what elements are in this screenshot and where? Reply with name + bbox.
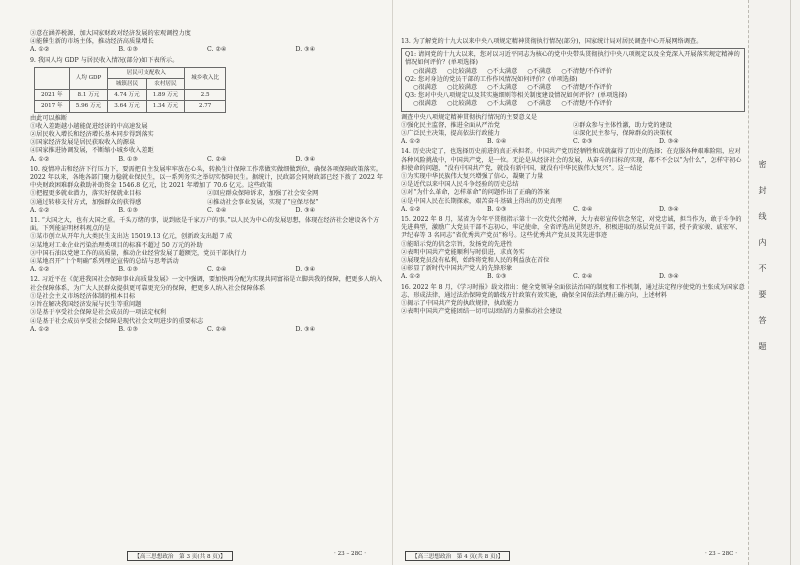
choice-d: D. ③④ [295,266,316,274]
footer-page-label: 【高三思想政治 第 4 页(共 8 页)】 [405,551,510,561]
survey-choice: ○很满意 [413,84,437,92]
choice-a: A. ①② [30,206,50,214]
table-row [35,101,226,112]
option: ④某地召开“十个明确”系列理论宣传的总结与思考活动 [30,258,179,266]
option: ④是中国人民在长期探索，艰苦奋斗基础上得出的历史真理 [401,197,562,205]
question-8-tail [30,30,384,55]
survey-choices [405,68,741,76]
option: ④能催生新的市场主体，推动经济高质量增长 [30,38,154,46]
survey-choice: ○不满意 [527,84,552,92]
question-9 [30,57,384,164]
page-4-footer [393,551,749,561]
choice-a: A. ①② [30,266,50,274]
survey-choice: ○不清楚/不作评价 [561,100,613,108]
survey-choice: ○很满意 [413,67,437,75]
table-header-urban: 城镇居民 [108,79,146,90]
option: ④深化民主参与，保障群众的决策权 [573,130,672,138]
option: ②群众参与主体性激，助力党的建设 [573,121,672,129]
cell-ratio: 2.77 [185,101,226,112]
footer-page-label: 【高三思想政治 第 3 页(共 8 页)】 [127,551,232,561]
option: ①把握更多就业潜力，落实好保就业目标 [30,190,142,198]
survey-choice: ○比较满意 [446,100,478,108]
option: ④国家推进协调发展，不断缩小城乡收入差距 [30,147,154,155]
question-stem: 13. 为了解党的十九大以来中央八项规定精神贯彻执行情况(部分)，国家统计局对居民调查中心开展网络调查。 [401,38,703,45]
cell-year: 2017 年 [35,101,70,112]
choice-d: D. ③④ [295,206,316,214]
option: ②居民收入增长和经济增长基本同步得到落实 [30,131,154,139]
question-stem: 11. “大国之大，也有大国之重。千头万绪的事，说到底是千家万户的事。”以人民为中心的发展思想，体现在经济社会建设各个方面。下列能证明材料观点的是 [30,217,380,233]
option: ④推动社会事业发展，实现了“应保尽保” [207,198,319,206]
choice-b: B. ①③ [118,46,139,54]
option: ③是基于享受社会保障是社会成员的一项法定权利 [30,309,167,317]
question-13 [401,38,745,146]
option: ①为实现中华民族伟大复兴增强了信心，凝聚了力量 [401,173,544,181]
survey-question: Q1: 请问党的十九大以来，您对以习近平同志为核心的党中央带头贯彻执行中央八项规定以及全党深入开展落实规定精神的情况如何评价？(单项选择) [405,51,740,67]
option: ①能昭示党的信念宗旨，发扬党的先进性 [401,240,513,248]
survey-choice: ○不满意 [527,100,552,108]
seal-line-notice: 密封线内不要答题 [758,160,767,368]
page-3-footer [0,551,392,561]
survey-choice: ○不太满意 [487,100,518,108]
page-3-column [30,30,384,336]
cell-gdp: 5.96 万元 [69,101,108,112]
survey-choice: ○不清楚/不作评价 [561,67,613,75]
choice-c: C. ②③ [573,138,593,146]
survey-choices [405,100,741,108]
option-pair [30,190,384,198]
answer-choices [401,273,745,281]
cell-rural: 1.34 万元 [146,101,184,112]
divider [790,0,791,565]
option: ③意在涵养税源，加大国家财政对经济发展的宏观调控力度 [30,30,191,37]
survey-choices [405,84,741,92]
option: ③广泛民主决策，提高依法行政能力 [401,130,500,138]
survey-choice: ○不太满意 [487,84,518,92]
choice-a: A. ①② [30,325,50,333]
binding-margin [748,0,800,565]
choice-d: D. ③④ [295,46,316,54]
survey-choice: ○不太满意 [487,67,518,75]
choice-a: A. ①② [401,205,421,213]
survey-choice: ○不满意 [527,67,552,75]
choice-b: B. ①③ [487,205,507,213]
question-12 [30,276,384,333]
option-pair [30,199,384,207]
question-stem: 16. 2022 年 8 月，《学习时报》载文指出：健全党领导全面依法治国的制度和工作机制，通过法定程序使党的主张成为国家意志、形成法律，通过法治保障党的路线方针政策有效实施，确保全国依法治理正确方向，上述材料 [401,283,745,299]
question-10 [30,166,384,215]
gdp-income-table [34,67,226,113]
survey-choice: ○比较满意 [446,67,478,75]
choice-d: D. ③④ [659,205,679,213]
question-stem: 14. 历史决定了，也选择历史前进的真正承担者。中国共产党历经牺牲和成就赢得了历史的选择；在克服各种艰难险阻，应对各种风险挑战中，中国共产党，是一位。无论是从经济社会的发展，从奋斗的目标的实现，都不不会以“为什么”，怎样守初心担使命的问题，“没有中国共产党，就没有新中国，就没有中华民族伟大复兴”。这一结论 [401,148,742,172]
question-15 [401,216,745,282]
question-stem: 10. 疫情冲击和经济下行压力下，要需把自主发展牢牢放在心头，转换生计保障工作常做实做细做到位，确保各项保障政策落实。2022 年以来，各地各部门聚力稳就业保民生，以一系列务实之举切实保障民生。据统计，民政部会同财政部已经下拨了 2022 年中央财政困难群众救助补助资金 1546.8 亿元，比 2021 年增加了 70.6 亿元。这些政策 [30,165,383,190]
option: ③通过转移支付方式，加强群众的获得感 [30,198,142,206]
option: ④彰显了新时代中国共产党人的先锋形象 [401,265,513,273]
footer-code: · 23 – 28C · [334,551,366,557]
option: ③对“为什么革命，怎样革命”的问题作出了正确的答案 [401,189,550,197]
option: ②某地对工业企业污染治理类项目的标准不超过 50 万元的补助 [30,241,203,249]
choice-c: C. ②④ [573,273,593,281]
cell-rural: 1.89 万元 [146,90,184,101]
answer-choices [30,266,384,274]
option: ①强化民主监督，推进全面从严治党 [401,121,500,129]
choice-a: A. ①② [401,138,421,146]
option: ④是基于社会成员享受社会保障是现代社会文明进步的重要标志 [30,317,204,325]
page-4 [392,0,749,565]
survey-choice: ○比较满意 [446,84,478,92]
option: ①收入差距越小越能促进经济的中高速发展 [30,122,148,130]
footer-code: · 23 – 28C · [705,551,737,557]
choice-a: A. ①② [30,46,50,54]
choice-c: C. ②④ [207,155,227,163]
table-header-rural: 农村居民 [146,79,184,90]
choice-c: C. ②④ [207,46,227,54]
option: ①某市创立从开年九大类民生支出达 15019.13 亿元，创新政支出超 7 成 [30,233,233,241]
choice-a: A. ①② [401,273,421,281]
choice-b: B. ①④ [487,138,507,146]
option-pair [401,130,745,138]
question-lead: 由此可以推断 [30,114,68,122]
table-header-income: 居民可支配收入 [108,67,185,78]
survey-choice: ○不清楚/不作评价 [561,84,613,92]
table-header-gdp: 人均 GDP [69,67,108,89]
answer-choices [30,207,384,215]
answer-choices [30,46,384,54]
choice-a: A. ①② [30,155,50,163]
question-lead: 调查中央八项规定精神贯彻执行情况的主要意义是 [401,113,538,121]
answer-choices [401,138,745,146]
cell-gdp: 8.1 万元 [69,90,108,101]
cell-urban: 3.64 万元 [108,101,146,112]
option: ②表明中国共产党能团结一切可以团结的力量推动社会建设 [401,308,562,316]
question-11 [30,217,384,274]
survey-question: Q2: 您对身边的党员干部的工作作风情况如何评价？(单项选择) [405,75,578,83]
choice-d: D. ③④ [295,155,316,163]
table-row [35,90,226,101]
answer-choices [30,326,384,334]
survey-box [401,48,745,111]
cell-year: 2021 年 [35,90,70,101]
option: ②旨在解决我国经济发展与民生等重问题 [30,301,142,309]
option: ②是近代以来中国人民斗争经验的历史总结 [401,181,519,189]
choice-b: B. ①③ [487,273,507,281]
option: ①揭示了中国共产党的执政规律，执政能力 [401,300,519,308]
option: ③中国石油以党建工作的高质量，推动企业经营发展了超额完，党员干部执行力 [30,249,247,257]
choice-b: B. ①③ [118,155,139,163]
page-3 [0,0,392,565]
answer-choices [30,156,384,164]
option: ②回应群众保障诉求，加强了社会安全网 [207,190,319,198]
question-16 [401,284,745,317]
survey-question: Q3: 您对中央八项规定以及其实施细则等相关制度建设情况如何评价？(单项选择) [405,92,628,100]
choice-d: D. ③④ [659,138,679,146]
question-stem: 15. 2022 年 8 月，某省为今年平贯彻指示第十一次党代会精神，大力表彰宣传信念坚定，对党忠诚，担当作为，敢于斗争的先进典型，激励广大党员干部不忘初心，牢记使命，全省评选出见贤思齐，积极进取的基层党员干部，授予黄家骏、戚宏军、尹纪春等 3 名同志“省优秀共产党员”称号。这些优秀共产党员及其先进事迹 [401,216,742,240]
cell-urban: 4.74 万元 [108,90,146,101]
choice-b: B. ①③ [118,325,139,333]
choice-b: B. ①③ [118,266,139,274]
question-stem: 9. 我国人均 GDP 与居民收入情况(部分)如下表所示。 [30,56,179,64]
option: ③国家经济发展是居民获取收入的源泉 [30,139,136,147]
answer-choices [401,206,745,214]
option: ②表明中国共产党能顺利与时俱进，求真务实 [401,248,525,256]
choice-d: D. ③④ [295,325,316,333]
table-header-ratio: 城乡收入比 [185,67,226,89]
page-4-column [401,38,745,318]
choice-c: C. ②④ [207,325,227,333]
choice-c: C. ②④ [573,205,593,213]
choice-b: B. ①③ [118,206,139,214]
question-14 [401,148,745,214]
choice-d: D. ③④ [659,273,679,281]
table-header-year [35,67,70,89]
survey-choice: ○很满意 [413,100,437,108]
option-pair [401,122,745,130]
question-stem: 12. 习近平在《促进我国社会保障事业高质量发展》一文中强调，要加快再分配为实现共同富裕是立脚共我的保障，把更多人纳入社会保障体系，为广大人民群众提供更可靠更充分的保障，把更多人纳入社会保障体系 [30,276,383,292]
option: ①是社会主义市场经济体制的根本目标 [30,292,136,300]
choice-c: C. ②④ [207,206,227,214]
cell-ratio: 2.5 [185,90,226,101]
option: ③展现党员没有私利，始终将党和人民的利益放在首位 [401,257,550,265]
choice-c: C. ②④ [207,266,227,274]
